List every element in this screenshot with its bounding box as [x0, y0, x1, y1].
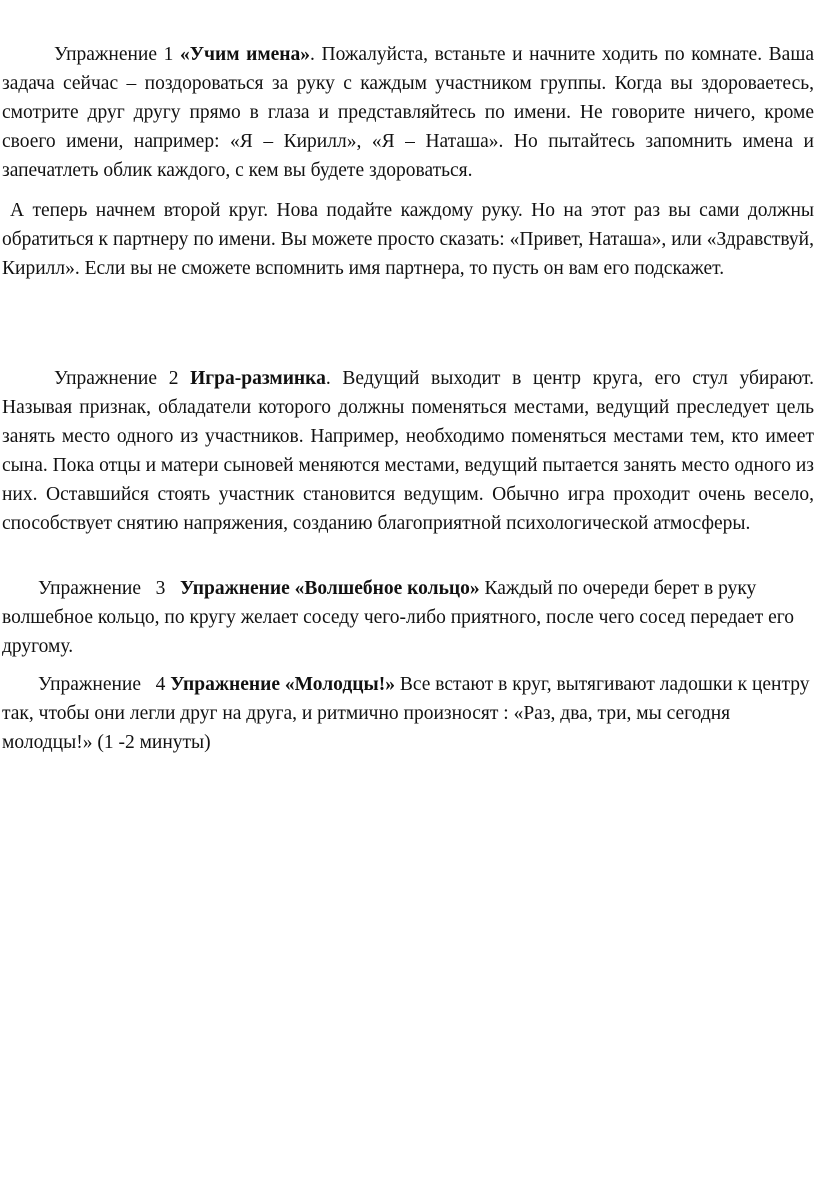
exercise-2-text: . Ведущий выходит в центр круга, его стул убирают. Называя признак, обладатели которого должны поменяться местами, ведущий преследует цель занять место одного из участников. Например, необходимо поменяться местами тем, кто имеет сына. Пока отцы и матери сыновей меняются местами, ведущий пытается занять место одного из них. Оставшийся стоять участник становится ведущим. Обычно игра проходит очень весело, способствует снятию напряжения, созданию благоприятной психологической атмосферы.	[2, 368, 814, 534]
exercise-1-label: Упражнение 1	[54, 44, 180, 65]
exercise-3-title: Упражнение «Волшебное кольцо»	[180, 578, 480, 599]
exercise-4-label: Упражнение 4	[38, 674, 171, 695]
exercise-1-continuation-paragraph	[2, 196, 814, 283]
exercise-2-paragraph	[2, 364, 814, 538]
exercise-2-label: Упражнение 2	[54, 368, 191, 389]
exercise-1-paragraph	[2, 40, 814, 185]
exercise-3-paragraph	[2, 574, 814, 661]
exercise-4-title: Упражнение «Молодцы!»	[170, 674, 395, 695]
exercise-2-title: Игра-разминка	[190, 368, 326, 389]
exercise-1-title: «Учим имена»	[179, 44, 311, 65]
exercise-1-continuation: А теперь начнем второй круг. Нова подайте каждому руку. Но на этот раз вы сами должны обратиться к партнеру по имени. Вы можете просто сказать: «Привет, Наташа», или «Здравствуй, Кирилл». Если вы не сможете вспомнить имя партнера, то пусть он вам его подскажет.	[2, 200, 814, 279]
exercise-3-label: Упражнение 3	[38, 578, 181, 599]
exercise-3-text: Каждый по очереди берет в руку волшебное кольцо, по кругу желает соседу чего-либо приятного, после чего сосед передает его другому.	[2, 578, 795, 657]
exercise-1-text: . Пожалуйста, встаньте и начните ходить по комнате. Ваша задача сейчас – поздороваться за руку с каждым участником группы. Когда вы здороваетесь, смотрите друг другу прямо в глаза и представляйтесь по имени. Не говорите ничего, кроме своего имени, например: «Я – Кирилл», «Я – Наташа». Но пытайтесь запомнить имена и запечатлеть облик каждого, с кем вы будете здороваться.	[2, 44, 815, 181]
exercise-4-paragraph	[2, 670, 814, 757]
exercise-4-text: Все встают в круг, вытягивают ладошки к центру так, чтобы они легли друг на друга, и ритмично произносят : «Раз, два, три, мы сегодня молодцы!» (1 -2 минуты)	[2, 674, 810, 753]
